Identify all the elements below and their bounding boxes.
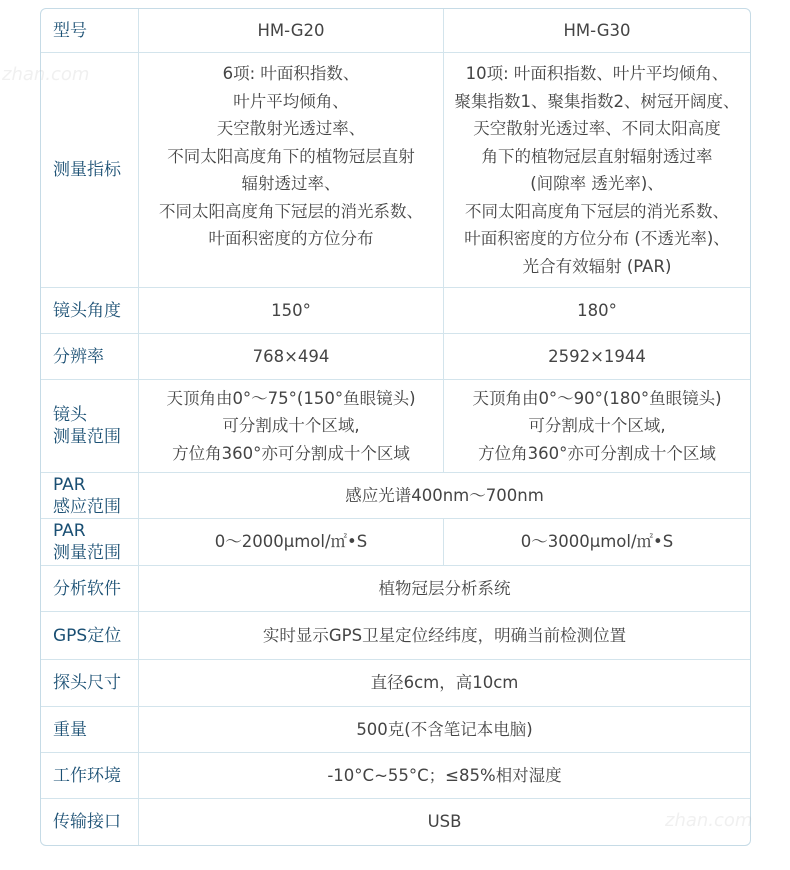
cell-line: 天空散射光透过率、不同太阳高度 [473, 119, 721, 138]
table-row [41, 707, 750, 753]
row-label-par-sensing [41, 473, 139, 519]
indicators-g30 [444, 53, 750, 288]
cell-line: 叶面积密度的方位分布 [208, 229, 374, 249]
cell-line: 叶面积密度的方位分布 (不透光率)、 [464, 229, 730, 248]
cell-line: 不同太阳高度角下冠层的消光系数、 [465, 201, 729, 221]
table-row [41, 288, 750, 334]
row-label-probe-size: 探头尺寸 [41, 660, 139, 707]
software-value: 植物冠层分析系统 [139, 566, 750, 612]
interface-value: USB [427, 812, 462, 832]
cell-line: 不同太阳高度角下的植物冠层直射 [167, 146, 415, 166]
table-row [41, 753, 750, 799]
cell-line: 方位角360°亦可分割成十个区域 [172, 443, 410, 463]
table-row [41, 380, 750, 473]
spec-table [40, 8, 751, 846]
cell-line: 辐射透过率、 [241, 174, 341, 194]
cell-line: 天空散射光透过率、 [216, 119, 366, 139]
lens-angle-g30: 180° [444, 288, 750, 334]
table-row [41, 519, 750, 566]
row-label-lens-angle: 镜头角度 [41, 288, 139, 334]
label-line: 测量范围 [53, 543, 121, 563]
watermark: zhan.com [665, 810, 753, 831]
row-label-par-measure [41, 519, 139, 566]
table-row [41, 612, 750, 660]
lens-range-g20 [139, 380, 444, 473]
cell-line: 可分割成十个区域, [528, 416, 666, 436]
probe-size-value: 直径6cm，高10cm [139, 660, 750, 707]
resolution-g30: 2592×1944 [444, 334, 750, 380]
cell-line: 不同太阳高度角下冠层的消光系数、 [159, 201, 423, 221]
spec-table-container [40, 8, 749, 846]
cell-line: 天顶角由0°～90°(180°鱼眼镜头) [472, 388, 722, 408]
lens-angle-g20: 150° [139, 288, 444, 334]
cell-line: 光合有效辐射 (PAR) [522, 256, 672, 276]
table-row [41, 799, 750, 845]
watermark: zhan.com [2, 64, 90, 85]
table-row [41, 334, 750, 380]
label-line: 感应范围 [53, 496, 121, 517]
model-g30: HM-G30 [444, 9, 750, 53]
row-label-model: 型号 [41, 9, 139, 53]
header-row [41, 9, 750, 53]
gps-value: 实时显示GPS卫星定位经纬度，明确当前检测位置 [139, 612, 750, 660]
cell-line: 方位角360°亦可分割成十个区域 [478, 443, 716, 463]
weight-value: 500克(不含笔记本电脑) [139, 707, 750, 753]
environment-value: -10°C~55°C；≤85%相对湿度 [139, 753, 750, 799]
table-row [41, 53, 750, 288]
par-measure-g30: 0～3000μmol/㎡•S [444, 519, 750, 566]
par-sensing-value: 感应光谱400nm～700nm [139, 473, 750, 519]
cell-line: 可分割成十个区域, [222, 416, 360, 436]
model-g20: HM-G20 [139, 9, 444, 53]
label-line: PAR [53, 474, 86, 495]
cell-line: (间隙率 透光率)、 [530, 174, 664, 193]
cell-line: 6项: 叶面积指数、 [222, 64, 360, 84]
cell-line: 聚集指数1、聚集指数2、树冠开阔度、 [454, 91, 740, 111]
row-label-software: 分析软件 [41, 566, 139, 612]
row-label-environment: 工作环境 [41, 753, 139, 799]
indicators-g20 [139, 53, 444, 288]
cell-line: 角下的植物冠层直射辐射透过率 [481, 146, 713, 166]
row-label-interface: 传输接口 [41, 799, 139, 845]
label-line: PAR [53, 521, 86, 541]
label-line: 测量范围 [53, 427, 121, 447]
row-label-resolution: 分辨率 [41, 334, 139, 380]
row-label-indicators: 测量指标 [41, 53, 139, 288]
row-label-gps: GPS定位 [41, 612, 139, 660]
lens-range-g30 [444, 380, 750, 473]
row-label-lens-range [41, 380, 139, 473]
cell-line: 10项: 叶面积指数、叶片平均倾角、 [465, 64, 729, 83]
table-row [41, 566, 750, 612]
row-label-weight: 重量 [41, 707, 139, 753]
label-line: 镜头 [53, 405, 87, 425]
table-row [41, 473, 750, 519]
cell-line: 叶片平均倾角、 [233, 91, 349, 111]
cell-line: 天顶角由0°～75°(150°鱼眼镜头) [166, 388, 416, 408]
par-measure-g20: 0～2000μmol/㎡•S [139, 519, 444, 566]
table-row [41, 660, 750, 707]
resolution-g20: 768×494 [139, 334, 444, 380]
